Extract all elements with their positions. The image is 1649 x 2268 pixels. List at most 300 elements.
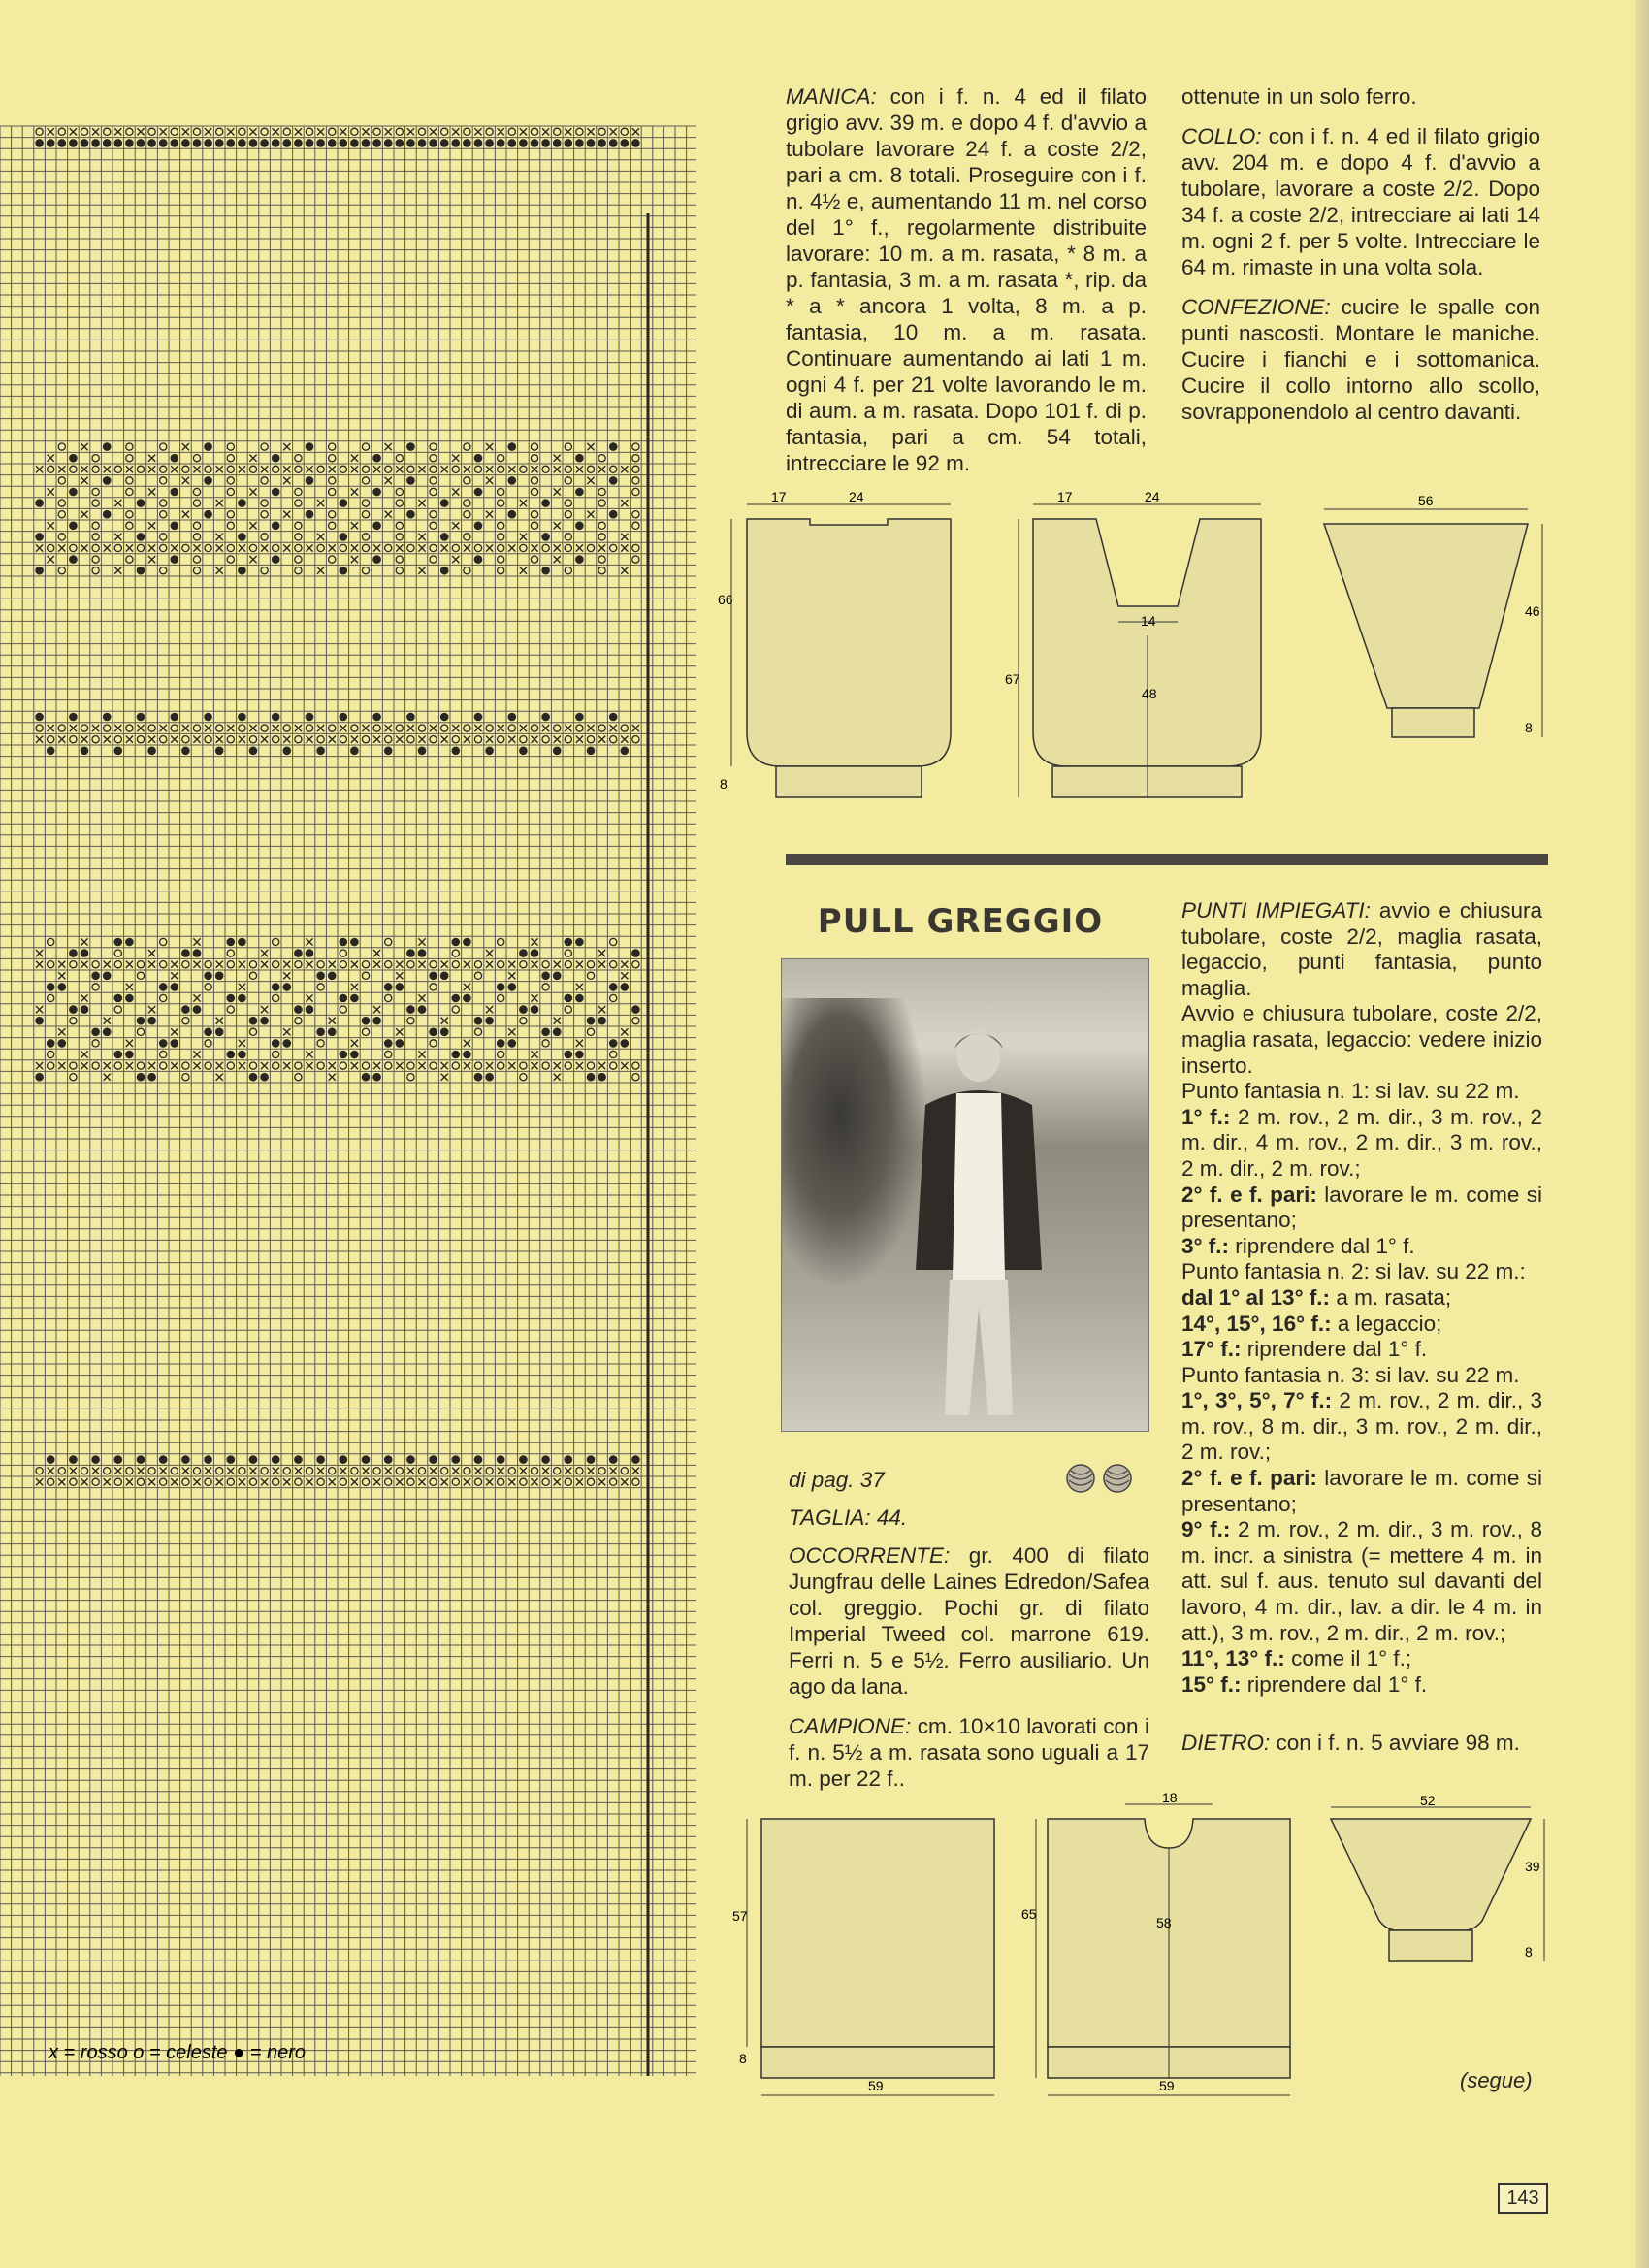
chart-circle: [542, 1062, 549, 1069]
chart-circle: [610, 938, 617, 945]
chart-circle: [385, 994, 392, 1001]
chart-cross: [81, 466, 87, 472]
pf3-row5: riprendere dal 1° f.: [1241, 1671, 1428, 1697]
chart-dot: [35, 139, 44, 147]
chart-circle: [632, 736, 639, 743]
chart-dot: [238, 533, 246, 541]
chart-circle: [385, 961, 392, 968]
chart-circle: [193, 556, 200, 563]
chart-cross: [351, 1062, 358, 1069]
chart-dot: [621, 139, 630, 147]
chart-circle: [430, 455, 436, 462]
chart-circle: [587, 736, 594, 743]
chart-dot: [81, 139, 89, 147]
chart-cross: [373, 1478, 380, 1485]
chart-dot: [69, 1005, 78, 1014]
chart-circle: [520, 1074, 527, 1081]
chart-circle: [362, 961, 369, 968]
chart-dot: [541, 567, 550, 575]
chart-cross: [531, 466, 537, 472]
chart-cross: [441, 544, 448, 551]
chart-dot: [474, 522, 483, 531]
chart-cross: [554, 1478, 561, 1485]
chart-dot: [306, 1005, 314, 1014]
chart-cross: [385, 443, 392, 450]
schema-b-back-w: 59: [868, 2078, 884, 2093]
chart-circle: [385, 736, 392, 743]
chart-dot: [58, 983, 67, 991]
chart-dot: [69, 949, 78, 957]
chart-circle: [531, 511, 537, 518]
chart-circle: [160, 443, 167, 450]
chart-cross: [441, 1062, 448, 1069]
chart-dot: [316, 747, 325, 756]
chart-cross: [576, 466, 583, 472]
collo-text: con i f. n. 4 ed il filato grigio avv. 204 m. e dopo 4 f. d'avvio a tubolare, lavorare a coste 2/2. Dopo 34 f. a coste 2/2, intrecciare ai lati 14 m. ogni 2 f. per 5 volte. Intrecciare le 64 m. rimaste in una volta sola.: [1181, 124, 1540, 279]
chart-circle: [273, 1062, 279, 1069]
chart-circle: [531, 1468, 537, 1474]
chart-cross: [632, 725, 639, 731]
chart-cross: [351, 1040, 358, 1047]
chart-dot: [159, 1455, 168, 1464]
chart-circle: [498, 1051, 504, 1057]
chart-dot: [204, 972, 212, 981]
chart-cross: [351, 984, 358, 990]
chart-circle: [148, 128, 155, 135]
chart-dot: [396, 1039, 404, 1048]
chart-circle: [295, 961, 302, 968]
page-number: 143: [1498, 2183, 1548, 2214]
chart-circle: [92, 1062, 99, 1069]
schema-front-top: [1005, 489, 1261, 797]
chart-dot: [497, 1455, 505, 1464]
chart-circle: [385, 544, 392, 551]
chart-circle: [498, 466, 504, 472]
schema-bottom: [718, 1790, 1552, 2105]
chart-dot: [587, 1073, 596, 1082]
chart-cross: [92, 128, 99, 135]
chart-cross: [520, 1468, 527, 1474]
chart-cross: [126, 466, 133, 472]
chart-cross: [48, 725, 54, 731]
chart-cross: [216, 567, 223, 574]
chart-cross: [430, 128, 436, 135]
chart-circle: [295, 455, 302, 462]
chart-cross: [104, 1074, 111, 1081]
chart-cross: [317, 500, 324, 506]
chart-circle: [362, 736, 369, 743]
chart-cross: [464, 736, 470, 743]
pf3-row1: 2 m. rov., 2 m. dir., 3 m. rov., 8 m. dir., 3 m. rov., 2 m. dir., 2 m. rov.;: [1181, 1388, 1542, 1465]
chart-circle: [452, 1006, 459, 1013]
chart-circle: [396, 455, 403, 462]
chart-cross: [171, 972, 178, 979]
chart-dot: [137, 713, 146, 722]
chart-circle: [464, 725, 470, 731]
pf3-title: Punto fantasia n. 3: si lav. su 22 m.: [1181, 1362, 1520, 1387]
chart-dot: [418, 139, 427, 147]
chart-cross: [239, 961, 245, 968]
chart-circle: [317, 1062, 324, 1069]
chart-cross: [171, 544, 178, 551]
chart-cross: [317, 725, 324, 731]
chart-circle: [58, 443, 65, 450]
chart-circle: [137, 736, 144, 743]
punti-heading: PUNTI IMPIEGATI:: [1181, 898, 1371, 923]
chart-cross: [193, 961, 200, 968]
chart-circle: [598, 534, 605, 540]
chart-cross: [452, 128, 459, 135]
chart-cross: [171, 466, 178, 472]
chart-cross: [126, 1062, 133, 1069]
chart-dot: [474, 555, 483, 564]
chart-dot: [260, 1073, 269, 1082]
chart-circle: [58, 534, 65, 540]
chart-circle: [137, 466, 144, 472]
chart-dot: [541, 1028, 550, 1037]
chart-dot: [103, 442, 112, 451]
chart-circle: [58, 511, 65, 518]
chart-cross: [486, 1478, 493, 1485]
schema-b-sleeve-h: 39: [1525, 1859, 1540, 1874]
chart-circle: [227, 511, 234, 518]
chart-circle: [576, 1468, 583, 1474]
chart-circle: [205, 466, 211, 472]
chart-circle: [632, 556, 639, 563]
chart-cross: [283, 961, 290, 968]
chart-cross: [531, 1062, 537, 1069]
chart-circle: [216, 725, 223, 731]
chart-cross: [418, 534, 425, 540]
chart-circle: [329, 511, 336, 518]
chart-circle: [126, 556, 133, 563]
chart-dot: [406, 1005, 415, 1014]
chart-dot: [283, 747, 292, 756]
chart-circle: [126, 725, 133, 731]
chart-dot: [429, 139, 437, 147]
chart-circle: [340, 1006, 346, 1013]
chart-circle: [464, 477, 470, 484]
chart-circle: [182, 1074, 189, 1081]
chart-circle: [430, 522, 436, 529]
chart-cross: [148, 1062, 155, 1069]
chart-cross: [306, 938, 312, 945]
chart-circle: [295, 534, 302, 540]
chart-cross: [598, 466, 605, 472]
chart-circle: [306, 128, 312, 135]
chart-circle: [598, 1468, 605, 1474]
chart-cross: [216, 1018, 223, 1024]
chart-cross: [48, 128, 54, 135]
chart-circle: [137, 972, 144, 979]
chart-dot: [440, 533, 449, 541]
chart-dot: [485, 747, 494, 756]
chart-circle: [430, 1478, 436, 1485]
chart-cross: [70, 725, 77, 731]
chart-dot: [114, 139, 123, 147]
chart-circle: [385, 1051, 392, 1057]
chart-circle: [329, 522, 336, 529]
chart-cross: [396, 466, 403, 472]
chart-dot: [171, 139, 179, 147]
chart-circle: [70, 961, 77, 968]
chart-cross: [542, 128, 549, 135]
chart-cross: [632, 1468, 639, 1474]
chart-cross: [498, 128, 504, 135]
chart-circle: [58, 1468, 65, 1474]
chart-cross: [36, 466, 43, 472]
chart-circle: [216, 128, 223, 135]
chart-circle: [92, 567, 99, 574]
chart-circle: [565, 534, 571, 540]
chart-dot: [215, 1028, 224, 1037]
pattern-title: PULL GREGGIO: [817, 902, 1104, 941]
chart-circle: [58, 500, 65, 506]
chart-cross: [114, 128, 121, 135]
chart-circle: [621, 128, 628, 135]
chart-circle: [160, 736, 167, 743]
chart-cross: [306, 736, 312, 743]
chart-cross: [486, 950, 493, 956]
chart-cross: [486, 1062, 493, 1069]
chart-cross: [171, 736, 178, 743]
chart-dot: [125, 139, 134, 147]
avvio-text: Avvio e chiusura tubolare, coste 2/2, maglia rasata, legaccio: vedere inizio inserto.: [1181, 1001, 1542, 1078]
chart-circle: [430, 961, 436, 968]
chart-circle: [329, 1468, 336, 1474]
chart-cross: [193, 1062, 200, 1069]
chart-dot: [294, 1455, 303, 1464]
chart-dot: [541, 499, 550, 507]
schema-front-w1: 17: [1057, 489, 1073, 504]
chart-circle: [576, 725, 583, 731]
chart-circle: [227, 556, 234, 563]
chart-circle: [92, 961, 99, 968]
chart-dot: [508, 139, 517, 147]
chart-cross: [329, 736, 336, 743]
chart-cross: [598, 544, 605, 551]
schema-sleeve-h: 46: [1525, 603, 1540, 619]
chart-circle: [227, 466, 234, 472]
chart-cross: [576, 1478, 583, 1485]
chart-cross: [148, 556, 155, 563]
chart-cross: [182, 511, 189, 518]
chart-cross: [58, 1028, 65, 1035]
chart-cross: [306, 994, 312, 1001]
chart-circle: [182, 961, 189, 968]
chart-dot: [47, 1039, 55, 1048]
chart-circle: [565, 466, 571, 472]
chart-dot: [362, 1455, 371, 1464]
chart-dot: [204, 713, 212, 722]
chart-cross: [261, 544, 268, 551]
pf3-row2-label: 2° f. e f. pari:: [1181, 1466, 1317, 1491]
chart-cross: [283, 466, 290, 472]
chart-circle: [542, 544, 549, 551]
chart-circle: [160, 534, 167, 540]
chart-cross: [104, 1018, 111, 1024]
chart-dot: [531, 1005, 539, 1014]
chart-dot: [35, 1017, 44, 1025]
campione-text: cm. 10×10 lavorati con i f. n. 5½ a m. rasata sono uguali a 17 m. per 22 f..: [789, 1714, 1149, 1791]
chart-cross: [306, 1478, 312, 1485]
chart-circle: [92, 1040, 99, 1047]
chart-cross: [239, 466, 245, 472]
pf3-row3: 2 m. rov., 2 m. dir., 3 m. rov., 8 m. incr. a sinistra (= mettere 4 m. in att. sul f. aus. tenuto sul davanti del lavoro, 4 m. dir., lav. a dir. le 4 m. in att.), 3 m. rov., 2 m. dir., 2 m. rov.;: [1181, 1517, 1543, 1645]
chart-cross: [114, 1468, 121, 1474]
chart-circle: [565, 477, 571, 484]
schema-back-bottom: [732, 1819, 994, 2095]
chart-circle: [542, 1040, 549, 1047]
chart-dot: [238, 139, 246, 147]
chart-cross: [148, 544, 155, 551]
chart-circle: [205, 961, 211, 968]
chart-circle: [598, 567, 605, 574]
chart-cross: [283, 477, 290, 484]
chart-cross: [216, 1062, 223, 1069]
chart-circle: [430, 443, 436, 450]
chart-circle: [396, 725, 403, 731]
chart-dot: [575, 938, 584, 947]
chart-cross: [554, 1062, 561, 1069]
chart-cross: [306, 1051, 312, 1057]
chart-circle: [239, 725, 245, 731]
chart-circle: [565, 500, 571, 506]
chart-cross: [362, 128, 369, 135]
chart-dot: [508, 983, 517, 991]
chart-dot: [204, 510, 212, 519]
chart-circle: [565, 511, 571, 518]
chart-cross: [295, 1468, 302, 1474]
chart-dot: [316, 972, 325, 981]
chart-circle: [182, 1062, 189, 1069]
chart-dot: [204, 139, 212, 147]
chart-circle: [531, 443, 537, 450]
dietro-heading: DIETRO:: [1181, 1731, 1271, 1756]
chart-cross: [486, 477, 493, 484]
pf3-row2: lavorare le m. come si presentano;: [1181, 1466, 1542, 1516]
chart-circle: [114, 1478, 121, 1485]
chart-cross: [36, 544, 43, 551]
chart-circle: [542, 736, 549, 743]
chart-dot: [497, 983, 505, 991]
chart-dot: [171, 488, 179, 497]
pf3-row4-label: 11°, 13° f.:: [1181, 1646, 1285, 1671]
chart-cross: [58, 972, 65, 979]
chart-cross: [385, 1468, 392, 1474]
chart-circle: [565, 961, 571, 968]
chart-cross: [148, 466, 155, 472]
chart-circle: [430, 984, 436, 990]
chart-circle: [430, 1040, 436, 1047]
chart-circle: [205, 1062, 211, 1069]
chart-circle: [452, 544, 459, 551]
chart-cross: [565, 1468, 571, 1474]
chart-circle: [362, 972, 369, 979]
chart-dot: [249, 747, 258, 756]
chart-cross: [182, 477, 189, 484]
chart-circle: [418, 1468, 425, 1474]
chart-circle: [407, 736, 414, 743]
chart-cross: [587, 725, 594, 731]
manica-section: [786, 83, 1147, 490]
chart-circle: [520, 736, 527, 743]
chart-dot: [272, 488, 280, 497]
chart-circle: [227, 736, 234, 743]
chart-dot: [272, 983, 280, 991]
chart-circle: [362, 1478, 369, 1485]
chart-cross: [576, 736, 583, 743]
chart-circle: [632, 443, 639, 450]
chart-circle: [340, 950, 346, 956]
chart-cross: [340, 1468, 346, 1474]
chart-circle: [92, 522, 99, 529]
chart-circle: [396, 1468, 403, 1474]
chart-cross: [474, 128, 481, 135]
chart-circle: [598, 725, 605, 731]
pf1-row2-label: 2° f. e f. pari:: [1181, 1182, 1317, 1207]
chart-cross: [452, 725, 459, 731]
chart-circle: [531, 488, 537, 495]
chart-circle: [160, 500, 167, 506]
chart-cross: [216, 544, 223, 551]
chart-circle: [362, 443, 369, 450]
schema-front-bottom: [1021, 1790, 1290, 2095]
chart-dot: [575, 994, 584, 1003]
chart-dot: [283, 139, 292, 147]
chart-dot: [372, 713, 381, 722]
chart-cross: [621, 1478, 628, 1485]
chart-cross: [81, 544, 87, 551]
chart-circle: [531, 128, 537, 135]
chart-cross: [283, 511, 290, 518]
chart-dot: [272, 1039, 280, 1048]
chart-circle: [508, 128, 515, 135]
chart-circle: [329, 455, 336, 462]
chart-circle: [126, 128, 133, 135]
chart-cross: [261, 961, 268, 968]
chart-dot: [452, 994, 461, 1003]
chart-circle: [498, 556, 504, 563]
chart-circle: [261, 1468, 268, 1474]
chart-circle: [126, 455, 133, 462]
chart-circle: [610, 736, 617, 743]
chart-cross: [373, 466, 380, 472]
chart-cross: [81, 938, 87, 945]
chart-circle: [498, 1478, 504, 1485]
chart-circle: [317, 984, 324, 990]
chart-cross: [407, 725, 414, 731]
occorrente-text: gr. 400 di filato Jungfrau delle Laines Edredon/Safea col. greggio. Pochi gr. di filato Imperial Tweed col. marrone 619. Ferri n. 5 e 5½. Ferro ausiliario. Un ago da lana.: [789, 1543, 1149, 1699]
chart-cross: [205, 128, 211, 135]
chart-circle: [430, 477, 436, 484]
chart-dot: [91, 139, 100, 147]
chart-dot: [147, 139, 156, 147]
pf3-row5-label: 15° f.:: [1181, 1671, 1242, 1697]
chart-circle: [452, 466, 459, 472]
chart-dot: [204, 476, 212, 485]
chart-circle: [261, 511, 268, 518]
chart-cross: [486, 466, 493, 472]
chart-dot: [35, 533, 44, 541]
chart-circle: [362, 477, 369, 484]
chart-cross: [249, 1468, 256, 1474]
chart-circle: [474, 1028, 481, 1035]
chart-dot: [406, 476, 415, 485]
chart-circle: [430, 1062, 436, 1069]
chart-circle: [227, 477, 234, 484]
chart-dot: [452, 1051, 461, 1059]
